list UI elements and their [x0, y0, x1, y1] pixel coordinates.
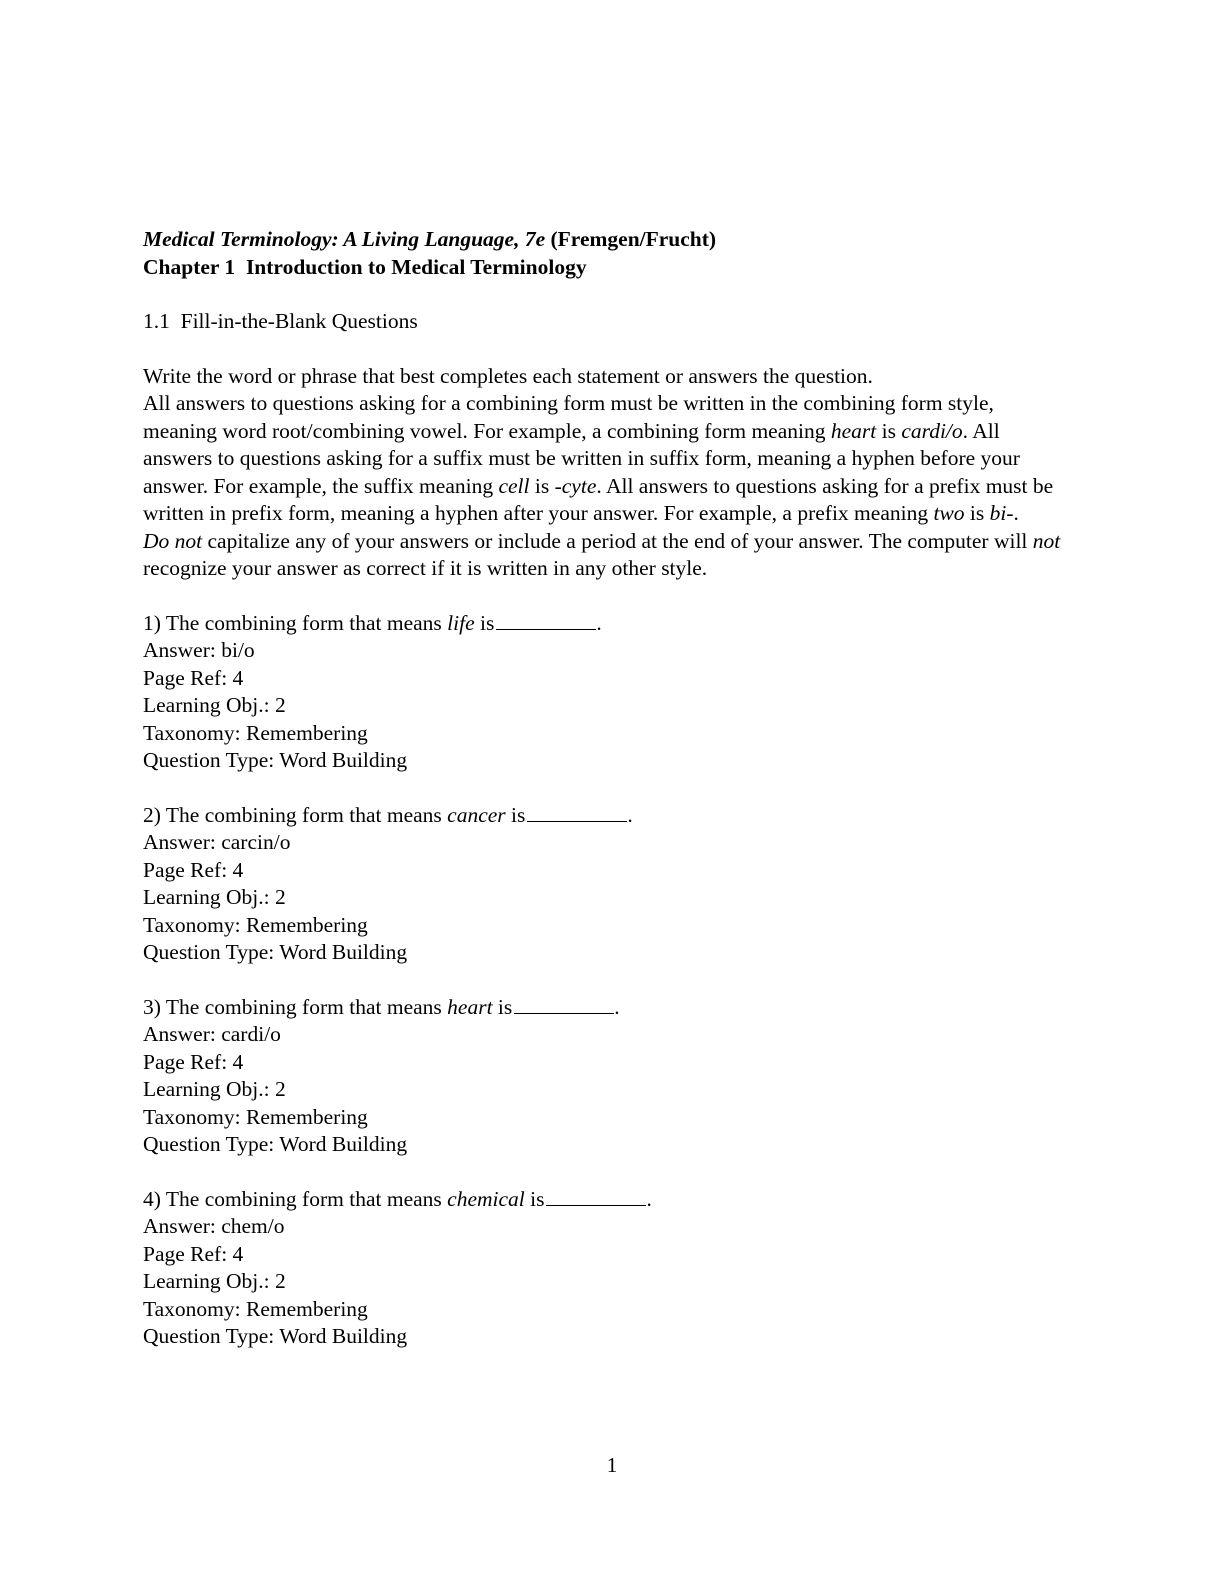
question-text: is: [524, 1186, 545, 1211]
question-text: The combining form that means: [165, 610, 448, 635]
question-text: The combining form that means: [165, 994, 448, 1019]
section-title: Fill-in-the-Blank Questions: [180, 309, 418, 333]
question-text: is: [474, 610, 495, 635]
book-title: Medical Terminology: A Living Language, 7e: [143, 227, 546, 251]
book-title-line: [143, 226, 1063, 254]
taxonomy: Taxonomy: Remembering: [143, 1296, 368, 1321]
instr-text: is: [964, 501, 990, 525]
question-type: Question Type: Word Building: [143, 1324, 408, 1348]
section-heading: [143, 308, 1063, 336]
question-item: [143, 994, 1063, 1159]
instr-example-bi: bi-: [989, 501, 1014, 525]
book-authors: (Fremgen/Frucht): [550, 227, 717, 251]
answer: Answer: chem/o: [143, 1214, 285, 1238]
instr-text: recognize your answer as correct if it is written in any other style.: [143, 556, 708, 580]
question-term: cancer: [447, 802, 506, 827]
answer: Answer: cardi/o: [143, 1022, 281, 1046]
instr-example-two: two: [933, 501, 965, 525]
instr-not: not: [1032, 528, 1061, 553]
question-text: The combining form that means: [165, 802, 448, 827]
question-end: .: [646, 1186, 652, 1211]
question-end: .: [614, 994, 620, 1019]
question-number: 2): [143, 802, 161, 827]
question-term: life: [447, 610, 475, 635]
answer-blank: [514, 994, 614, 1014]
instr-example-heart: heart: [830, 418, 877, 443]
page-ref: Page Ref: 4: [143, 665, 244, 690]
question-item: [143, 802, 1063, 967]
chapter-title-line: [143, 254, 1063, 282]
question-type: Question Type: Word Building: [143, 1132, 408, 1156]
question-number: 3): [143, 994, 161, 1019]
taxonomy: Taxonomy: Remembering: [143, 720, 368, 745]
instr-example-cyte: -cyte: [554, 473, 597, 498]
question-text: The combining form that means: [165, 1186, 448, 1211]
instructions: [143, 363, 1063, 583]
question-term: heart: [447, 994, 493, 1019]
document-page: [143, 226, 1063, 1351]
instr-text: capitalize any of your answers or include a period at the end of your answer. The computer will: [202, 528, 1033, 553]
instructions-paragraph-2: [143, 390, 1063, 528]
taxonomy: Taxonomy: Remembering: [143, 912, 368, 937]
answer-blank: [527, 802, 627, 822]
page-ref: Page Ref: 4: [143, 1241, 244, 1266]
chapter-label: Chapter 1: [143, 254, 236, 279]
instr-text: is: [876, 418, 902, 443]
question-type: Question Type: Word Building: [143, 940, 408, 964]
page-ref: Page Ref: 4: [143, 1049, 244, 1074]
question-type: Question Type: Word Building: [143, 748, 408, 772]
instr-text: is: [529, 473, 555, 498]
instructions-line-1: Write the word or phrase that best completes each statement or answers the question.: [143, 363, 873, 388]
question-item: [143, 610, 1063, 775]
instructions-paragraph-3: [143, 528, 1063, 583]
taxonomy: Taxonomy: Remembering: [143, 1104, 368, 1129]
question-end: .: [596, 610, 602, 635]
page-number: 1: [606, 1453, 618, 1477]
question-number: 4): [143, 1186, 161, 1211]
answer: Answer: bi/o: [143, 638, 255, 662]
question-text: is: [492, 994, 513, 1019]
instr-example-cardio: cardi/o: [901, 418, 963, 443]
answer-blank: [496, 610, 596, 630]
learning-obj: Learning Obj.: 2: [143, 885, 286, 909]
learning-obj: Learning Obj.: 2: [143, 1269, 286, 1293]
question-stem: [143, 610, 1063, 638]
page-ref: Page Ref: 4: [143, 857, 244, 882]
instr-text: . All answers to questions asking for a suffix must be written in suffix form, meaning a hyphen before your answer. For example, the suffix meaning: [143, 418, 1020, 498]
question-stem: [143, 802, 1063, 830]
instr-text: . All answers to questions asking for a prefix must be written in prefix form, meaning a hyphen after your answer. For example, a prefix meaning: [143, 473, 1054, 525]
instr-example-cell: cell: [498, 473, 530, 498]
question-number: 1): [143, 610, 161, 635]
question-end: .: [627, 802, 633, 827]
chapter-title: Introduction to Medical Terminology: [245, 254, 587, 279]
question-stem: [143, 994, 1063, 1022]
section-number: 1.1: [143, 309, 170, 333]
instr-text: .: [1013, 501, 1019, 525]
question-text: is: [505, 802, 526, 827]
answer-blank: [546, 1186, 646, 1206]
learning-obj: Learning Obj.: 2: [143, 1077, 286, 1101]
question-term: chemical: [447, 1186, 525, 1211]
question-stem: [143, 1186, 1063, 1214]
question-item: [143, 1186, 1063, 1351]
learning-obj: Learning Obj.: 2: [143, 693, 286, 717]
instr-do-not: Do not: [143, 528, 203, 553]
answer: Answer: carcin/o: [143, 830, 291, 854]
instr-text: All answers to questions asking for a combining form must be written in the combining form style, meaning word root/combining vowel. For example, a combining form meaning: [143, 391, 994, 443]
